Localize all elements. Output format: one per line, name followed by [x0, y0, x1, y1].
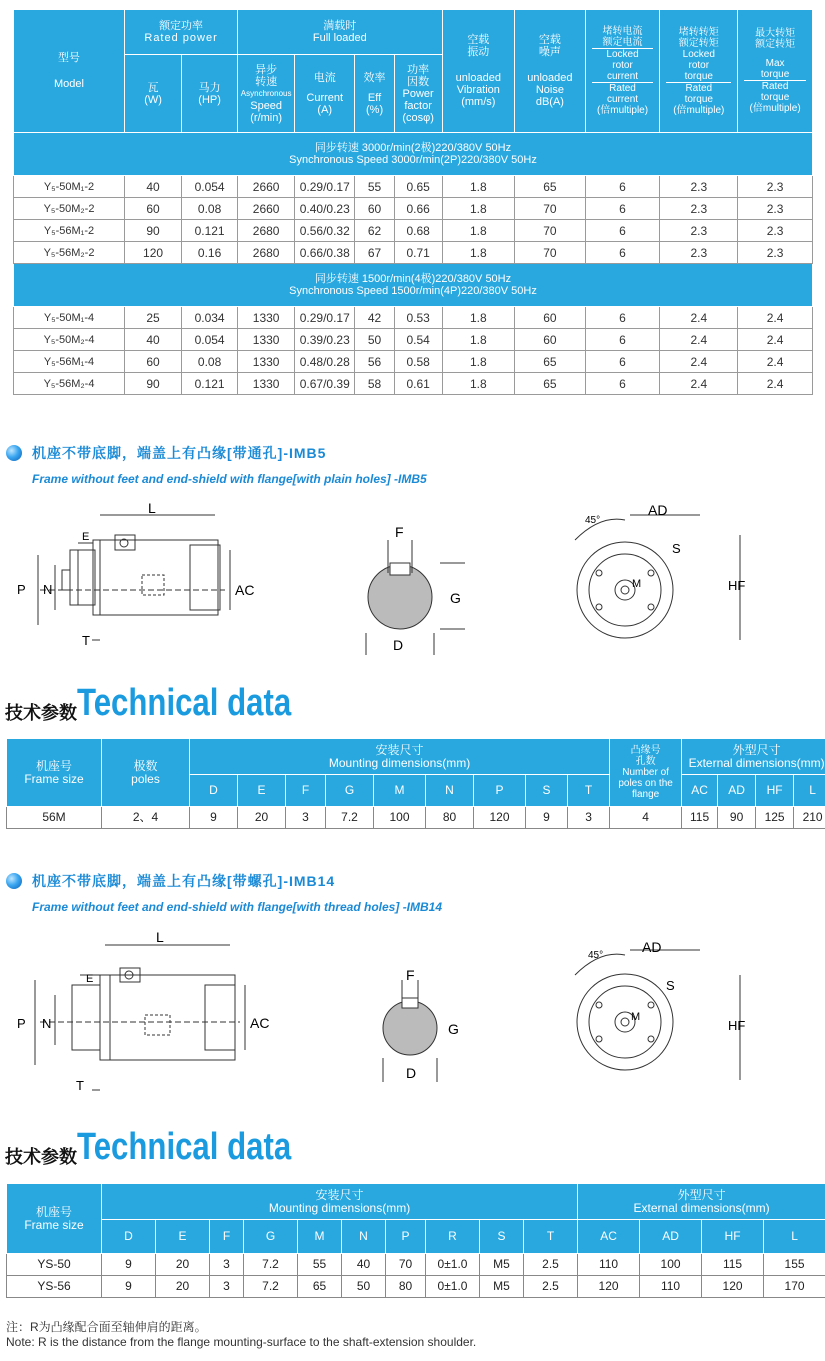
value-cell: 0.054 — [182, 176, 238, 198]
value-cell: 1330 — [238, 307, 295, 329]
speed-2p-banner: 同步转速 3000r/min(2极)220/380V 50Hz Synchronous Speed 3000r/min(2P)220/380V 50Hz — [14, 133, 813, 176]
dim-G: G — [450, 590, 461, 606]
column-header: F — [210, 1220, 244, 1254]
column-header: N — [342, 1220, 386, 1254]
value-cell: 1.8 — [442, 176, 515, 198]
section1-title-cn: 机座不带底脚，端盖上有凸缘[带通孔]-IMB5 — [32, 445, 327, 461]
value-cell: 70 — [515, 198, 586, 220]
side-view-imb14 — [35, 945, 245, 1090]
value-cell: 125 — [756, 807, 794, 829]
model-cell: Y₅-56M₂-2 — [14, 242, 125, 264]
value-cell: 2.4 — [660, 329, 738, 351]
dim-S: S — [666, 978, 675, 993]
locked-rotor-torque-header: 堵转转矩 额定转矩 Locked rotor torque Rated torque (倍multiple) — [660, 10, 738, 133]
value-cell: 55 — [355, 176, 394, 198]
value-cell: 9 — [102, 1276, 156, 1298]
value-cell: 2.5 — [524, 1276, 578, 1298]
value-cell: 0.054 — [182, 329, 238, 351]
value-cell: 50 — [355, 329, 394, 351]
value-cell: 7.2 — [326, 807, 374, 829]
value-cell: 0.29/0.17 — [295, 307, 355, 329]
value-cell: 40 — [125, 176, 182, 198]
value-cell: 2.3 — [738, 242, 813, 264]
value-cell: 0.034 — [182, 307, 238, 329]
table-row — [14, 176, 813, 198]
dim-angle: 45° — [585, 515, 601, 526]
value-cell: 7.2 — [244, 1254, 298, 1276]
value-cell: 100 — [374, 807, 426, 829]
value-cell: 7.2 — [244, 1276, 298, 1298]
value-cell: 2660 — [238, 198, 295, 220]
dim-angle: 45° — [588, 950, 604, 961]
value-cell: 40 — [125, 329, 182, 351]
dim-M: M — [632, 578, 642, 590]
value-cell: 65 — [298, 1276, 342, 1298]
value-cell: 55 — [298, 1254, 342, 1276]
value-cell: 0.40/0.23 — [295, 198, 355, 220]
column-header: E — [156, 1220, 210, 1254]
value-cell: 0.121 — [182, 220, 238, 242]
model-cell: 56M — [7, 807, 102, 829]
value-cell: 115 — [702, 1254, 764, 1276]
dim-AC: AC — [235, 582, 255, 598]
frame-size-header: 机座号 Frame size — [7, 739, 102, 807]
column-header: AD — [718, 775, 756, 807]
value-cell: 60 — [515, 307, 586, 329]
value-cell: 9 — [526, 807, 568, 829]
value-cell: 210 — [794, 807, 825, 829]
column-header: L — [764, 1220, 825, 1254]
flange-view-imb14 — [575, 950, 740, 1080]
value-cell: 2680 — [238, 220, 295, 242]
value-cell: 2680 — [238, 242, 295, 264]
value-cell: 6 — [585, 176, 660, 198]
value-cell: 6 — [585, 329, 660, 351]
tech-title-cn: 技术参数 — [5, 1147, 77, 1167]
section2-title-cn: 机座不带底脚，端盖上有凸缘[带螺孔]-IMB14 — [32, 873, 336, 889]
model-cell: Y₅-56M₂-4 — [14, 373, 125, 395]
rated-power-header: 额定功率 Rated power — [125, 10, 238, 55]
table-row — [14, 351, 813, 373]
column-header: AD — [640, 1220, 702, 1254]
value-cell: 90 — [125, 373, 182, 395]
column-header: AC — [578, 1220, 640, 1254]
max-torque-header: 最大转矩 额定转矩 Max torque Rated torque (倍multiple) — [738, 10, 813, 133]
tech-table-2 — [6, 1183, 825, 1298]
value-cell: 0.66/0.38 — [295, 242, 355, 264]
dim-N: N — [43, 582, 53, 597]
column-header: L — [794, 775, 825, 807]
value-cell: 40 — [342, 1254, 386, 1276]
value-cell: 6 — [585, 220, 660, 242]
tech-title-en: Technical data — [77, 1126, 292, 1168]
bullet-icon — [6, 873, 22, 889]
performance-table — [13, 9, 813, 395]
column-header: M — [298, 1220, 342, 1254]
column-header: M — [374, 775, 426, 807]
dim-E: E — [86, 973, 94, 985]
section2-title-en: Frame without feet and end-shield with flange[with thread holes] -IMB14 — [32, 900, 443, 914]
value-cell: 2660 — [238, 176, 295, 198]
column-header: D — [102, 1220, 156, 1254]
value-cell: 2.4 — [738, 307, 813, 329]
value-cell: 90 — [125, 220, 182, 242]
value-cell: 0.61 — [394, 373, 442, 395]
ext-dim-header: 外型尺寸 External dimensions(mm) — [578, 1184, 825, 1220]
value-cell: 60 — [515, 329, 586, 351]
value-cell: 56 — [355, 351, 394, 373]
column-header: E — [238, 775, 286, 807]
model-cell: Y₅-56M₁-2 — [14, 220, 125, 242]
table-row — [7, 1276, 825, 1298]
noise-header: 空载 噪声 unloaded Noise dB(A) — [515, 10, 586, 133]
value-cell: 0.08 — [182, 198, 238, 220]
value-cell: 170 — [764, 1276, 825, 1298]
value-cell: 1.8 — [442, 373, 515, 395]
value-cell: 2.4 — [660, 307, 738, 329]
value-cell: 1.8 — [442, 242, 515, 264]
value-cell: 1.8 — [442, 220, 515, 242]
value-cell: 110 — [578, 1254, 640, 1276]
column-header: T — [568, 775, 610, 807]
value-cell: M5 — [480, 1254, 524, 1276]
full-loaded-header: 满载时 Full loaded — [238, 10, 442, 55]
column-header: G — [244, 1220, 298, 1254]
speed-header: 异步 转速 Asynchronous Speed (r/min) — [238, 55, 295, 133]
value-cell: 65 — [515, 351, 586, 373]
current-header: 电流 Current (A) — [295, 55, 355, 133]
value-cell: 0.67/0.39 — [295, 373, 355, 395]
column-header: S — [526, 775, 568, 807]
value-cell: 0.66 — [394, 198, 442, 220]
value-cell: 155 — [764, 1254, 825, 1276]
column-header: R — [426, 1220, 480, 1254]
column-header: S — [480, 1220, 524, 1254]
tech-title-cn: 技术参数 — [5, 703, 77, 723]
flange-view-imb5 — [575, 515, 740, 640]
value-cell: 80 — [426, 807, 474, 829]
value-cell: 2.4 — [738, 373, 813, 395]
model-cell: Y₅-56M₁-4 — [14, 351, 125, 373]
value-cell: 1330 — [238, 373, 295, 395]
value-cell: 2.5 — [524, 1254, 578, 1276]
dim-E: E — [82, 531, 90, 543]
value-cell: 120 — [125, 242, 182, 264]
dim-AD: AD — [642, 939, 662, 955]
vibration-header: 空载 振动 unloaded Vibration (mm/s) — [442, 10, 515, 133]
value-cell: 1.8 — [442, 307, 515, 329]
value-cell: 70 — [515, 242, 586, 264]
mount-dim-header: 安装尺寸 Mounting dimensions(mm) — [190, 739, 610, 775]
value-cell: 2.3 — [660, 176, 738, 198]
value-cell: 3 — [286, 807, 326, 829]
dim-L: L — [156, 929, 164, 945]
value-cell: 9 — [190, 807, 238, 829]
tech-table-1 — [6, 738, 825, 829]
value-cell: 60 — [125, 198, 182, 220]
dim-D: D — [393, 637, 404, 653]
column-header: HF — [702, 1220, 764, 1254]
value-cell: 6 — [585, 198, 660, 220]
value-cell: 2.4 — [660, 373, 738, 395]
value-cell: M5 — [480, 1276, 524, 1298]
table-row — [14, 242, 813, 264]
imb5-drawings — [0, 495, 825, 670]
model-cell: Y₅-50M₁-2 — [14, 176, 125, 198]
locked-rotor-current-header: 堵转电流 额定电流 Locked rotor current Rated current (倍multiple) — [585, 10, 660, 133]
speed-4p-banner: 同步转速 1500r/min(4极)220/380V 50Hz Synchronous Speed 1500r/min(4P)220/380V 50Hz — [14, 264, 813, 307]
table-row — [14, 373, 813, 395]
value-cell: 3 — [210, 1276, 244, 1298]
column-header: G — [326, 775, 374, 807]
value-cell: 0.68 — [394, 220, 442, 242]
dim-F: F — [406, 967, 415, 983]
value-cell: 6 — [585, 373, 660, 395]
value-cell: 67 — [355, 242, 394, 264]
hp-header: 马力 (HP) — [182, 55, 238, 133]
dim-M: M — [631, 1011, 641, 1023]
value-cell: 1.8 — [442, 198, 515, 220]
value-cell: 0.121 — [182, 373, 238, 395]
value-cell: 25 — [125, 307, 182, 329]
value-cell: 120 — [474, 807, 526, 829]
value-cell: 90 — [718, 807, 756, 829]
value-cell: 65 — [515, 373, 586, 395]
value-cell: 2.4 — [738, 329, 813, 351]
value-cell: 2.4 — [660, 351, 738, 373]
value-cell: 1330 — [238, 329, 295, 351]
side-view-imb5 — [38, 515, 230, 640]
value-cell: 42 — [355, 307, 394, 329]
value-cell: 20 — [156, 1276, 210, 1298]
poles-header: 极数 poles — [102, 739, 190, 807]
value-cell: 2.3 — [738, 198, 813, 220]
value-cell: 6 — [585, 351, 660, 373]
value-cell: 0.08 — [182, 351, 238, 373]
note-cn: 注：R为凸缘配合面至轴伸肩的距离。 — [6, 1320, 207, 1334]
eff-header: 效率 Eff (%) — [355, 55, 394, 133]
value-cell: 115 — [682, 807, 718, 829]
value-cell: 0.65 — [394, 176, 442, 198]
column-header: T — [524, 1220, 578, 1254]
column-header: P — [474, 775, 526, 807]
model-cell: YS-56 — [7, 1276, 102, 1298]
value-cell: 20 — [156, 1254, 210, 1276]
value-cell: 9 — [102, 1254, 156, 1276]
value-cell: 0.71 — [394, 242, 442, 264]
table-row — [7, 807, 825, 829]
ext-dim-header: 外型尺寸 External dimensions(mm) — [682, 739, 825, 775]
value-cell: 80 — [386, 1276, 426, 1298]
section1-title-en: Frame without feet and end-shield with flange[with plain holes] -IMB5 — [32, 472, 427, 486]
dim-AC: AC — [250, 1015, 270, 1031]
value-cell: 62 — [355, 220, 394, 242]
value-cell: 120 — [702, 1276, 764, 1298]
dim-G: G — [448, 1021, 459, 1037]
table-row — [14, 220, 813, 242]
bullet-icon — [6, 445, 22, 461]
value-cell: 60 — [125, 351, 182, 373]
dim-N: N — [42, 1016, 52, 1031]
column-header: AC — [682, 775, 718, 807]
value-cell: 70 — [515, 220, 586, 242]
power-factor-header: 功率 因数 Power factor (cosφ) — [394, 55, 442, 133]
value-cell: 0.54 — [394, 329, 442, 351]
value-cell: 110 — [640, 1276, 702, 1298]
mount-dim-header: 安装尺寸 Mounting dimensions(mm) — [102, 1184, 578, 1220]
value-cell: 0.56/0.32 — [295, 220, 355, 242]
value-cell: 2.3 — [660, 242, 738, 264]
column-header: P — [386, 1220, 426, 1254]
value-cell: 2.3 — [660, 198, 738, 220]
table-row — [14, 307, 813, 329]
dim-T: T — [76, 1078, 84, 1093]
value-cell: 6 — [585, 242, 660, 264]
model-cell: Y₅-50M₂-2 — [14, 198, 125, 220]
dim-P: P — [17, 1016, 26, 1031]
model-cell: Y₅-50M₂-4 — [14, 329, 125, 351]
value-cell: 1.8 — [442, 329, 515, 351]
column-header: F — [286, 775, 326, 807]
watt-header: 瓦 (W) — [125, 55, 182, 133]
dim-HF: HF — [728, 578, 746, 593]
column-header: N — [426, 775, 474, 807]
value-cell: 0±1.0 — [426, 1276, 480, 1298]
value-cell: 65 — [515, 176, 586, 198]
dim-T: T — [82, 633, 90, 648]
value-cell: 2、4 — [102, 807, 190, 829]
value-cell: 0.39/0.23 — [295, 329, 355, 351]
value-cell: 6 — [585, 307, 660, 329]
value-cell: 0.58 — [394, 351, 442, 373]
value-cell: 0.48/0.28 — [295, 351, 355, 373]
model-cell: YS-50 — [7, 1254, 102, 1276]
value-cell: 70 — [386, 1254, 426, 1276]
value-cell: 1330 — [238, 351, 295, 373]
dim-S: S — [672, 541, 681, 556]
value-cell: 0.16 — [182, 242, 238, 264]
model-cell: Y₅-50M₁-4 — [14, 307, 125, 329]
value-cell: 4 — [610, 807, 682, 829]
value-cell: 0±1.0 — [426, 1254, 480, 1276]
value-cell: 2.3 — [738, 220, 813, 242]
value-cell: 20 — [238, 807, 286, 829]
table-row — [14, 329, 813, 351]
value-cell: 50 — [342, 1276, 386, 1298]
table-row — [14, 198, 813, 220]
value-cell: 60 — [355, 198, 394, 220]
tech-title-1 — [5, 682, 338, 725]
model-header: 型号 Model — [14, 10, 125, 133]
dim-HF: HF — [728, 1018, 746, 1033]
value-cell: 3 — [568, 807, 610, 829]
value-cell: 0.29/0.17 — [295, 176, 355, 198]
dim-AD: AD — [648, 502, 668, 518]
note-en: Note: R is the distance from the flange mounting-surface to the shaft-extension shoulder. — [6, 1335, 477, 1349]
value-cell: 58 — [355, 373, 394, 395]
tech-title-2 — [5, 1126, 338, 1169]
value-cell: 2.4 — [738, 351, 813, 373]
frame-size-header: 机座号 Frame size — [7, 1184, 102, 1254]
flange-holes-header: 凸缘号 孔数 Number of poles on the flange — [610, 739, 682, 807]
dim-F: F — [395, 524, 404, 540]
value-cell: 2.3 — [738, 176, 813, 198]
imb14-drawings — [0, 920, 825, 1100]
table-row — [7, 1254, 825, 1276]
tech-title-en: Technical data — [77, 682, 292, 724]
value-cell: 120 — [578, 1276, 640, 1298]
value-cell: 1.8 — [442, 351, 515, 373]
value-cell: 2.3 — [660, 220, 738, 242]
value-cell: 0.53 — [394, 307, 442, 329]
dim-D: D — [406, 1065, 417, 1081]
value-cell: 3 — [210, 1254, 244, 1276]
column-header: D — [190, 775, 238, 807]
dim-L: L — [148, 500, 156, 516]
dim-P: P — [17, 582, 26, 597]
column-header: HF — [756, 775, 794, 807]
value-cell: 100 — [640, 1254, 702, 1276]
